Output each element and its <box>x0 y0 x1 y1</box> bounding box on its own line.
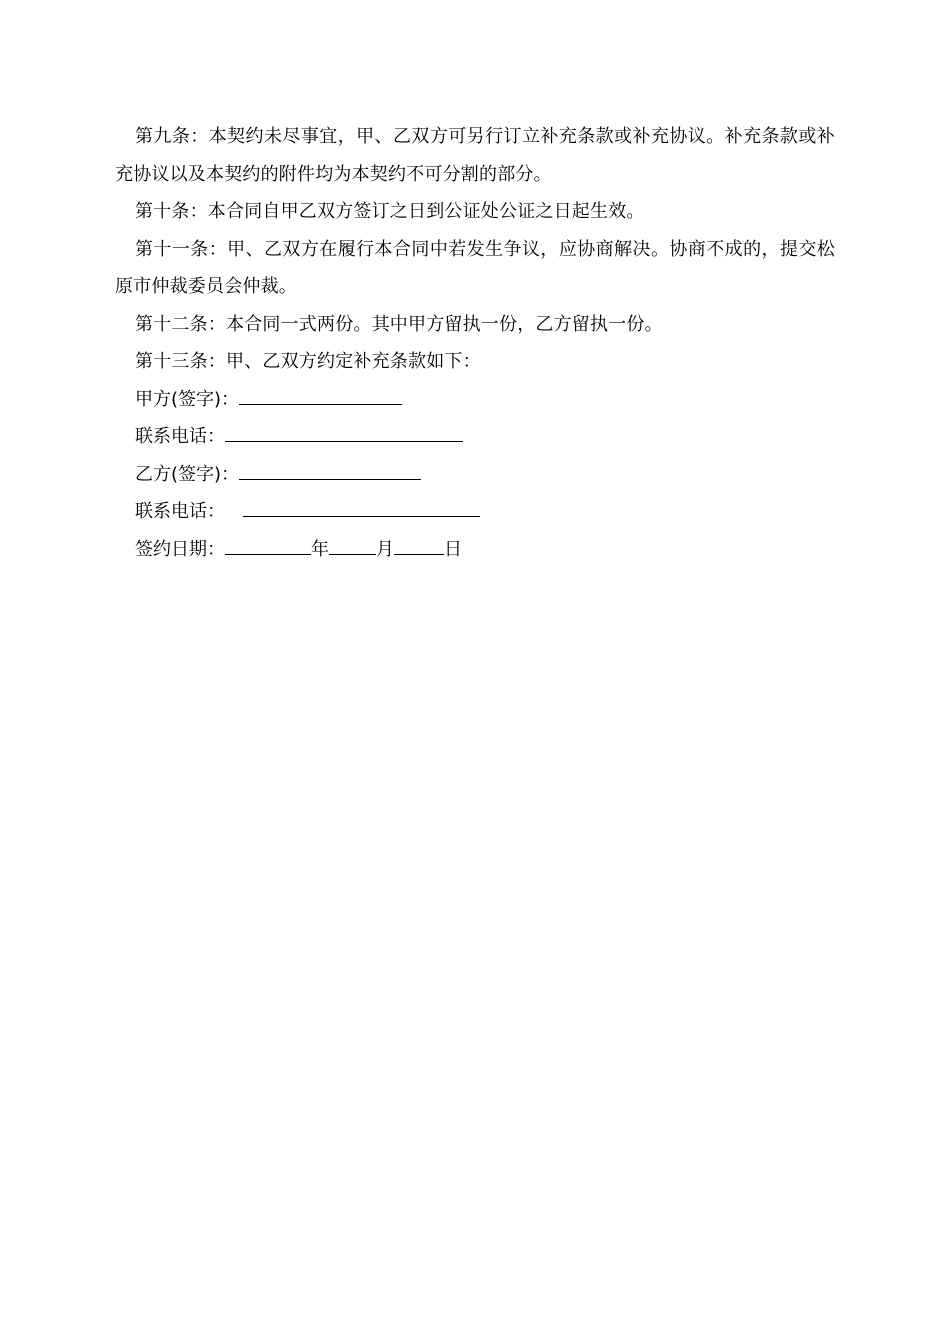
party-b-signature-line <box>115 456 835 494</box>
party-a-phone-label: 联系电话： <box>135 426 225 447</box>
day-label: 日 <box>444 538 462 560</box>
contract-body <box>115 118 835 568</box>
year-blank[interactable] <box>225 538 311 555</box>
party-b-phone-label: 联系电话： <box>135 501 225 522</box>
article-10: 第十条：本合同自甲乙双方签订之日到公证处公证之日起生效。 <box>135 201 645 222</box>
party-b-signature-blank[interactable] <box>239 463 421 480</box>
party-a-signature-line <box>115 381 835 419</box>
party-a-phone-blank[interactable] <box>225 425 463 442</box>
day-blank[interactable] <box>394 538 444 555</box>
article-11: 第十一条：甲、乙双方在履行本合同中若发生争议，应协商解决。协商不成的，提交松原市仲裁委员会仲裁。 <box>115 238 835 297</box>
party-b-phone-blank[interactable] <box>243 500 480 517</box>
article-9: 第九条：本契约未尽事宜，甲、乙双方可另行订立补充条款或补充协议。补充条款或补充协议以及本契约的附件均为本契约不可分割的部分。 <box>115 126 835 185</box>
party-b-phone-line <box>115 493 835 531</box>
month-blank[interactable] <box>329 538 376 555</box>
year-label: 年 <box>311 538 329 560</box>
article-12: 第十二条：本合同一式两份。其中甲方留执一份，乙方留执一份。 <box>135 313 663 335</box>
party-b-label: 乙方(签字)： <box>135 463 240 485</box>
party-a-phone-line <box>115 418 835 456</box>
sign-date-line <box>115 531 835 569</box>
party-a-label: 甲方(签字)： <box>135 388 240 410</box>
month-label: 月 <box>376 538 394 560</box>
sign-date-label: 签约日期： <box>135 538 225 560</box>
article-13: 第十三条：甲、乙双方约定补充条款如下： <box>135 351 481 372</box>
party-a-signature-blank[interactable] <box>239 388 402 405</box>
